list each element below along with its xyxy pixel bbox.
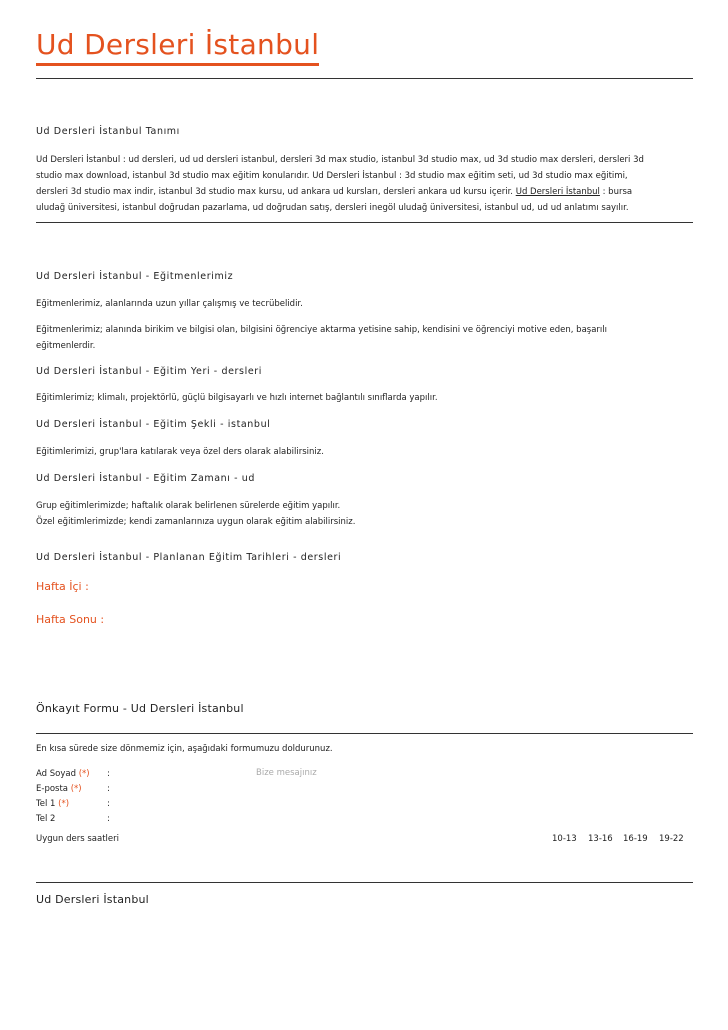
- format-text: Eğitimlerimizi, grup'lara katılarak veya özel ders olarak alabilirsiniz.: [36, 447, 324, 457]
- tel1-input[interactable]: [118, 799, 248, 811]
- message-textarea[interactable]: [256, 768, 686, 828]
- format-title: Ud Dersleri İstanbul - Eğitim Şekli - istanbul: [36, 419, 271, 430]
- tel1-label-text: Tel 1: [36, 799, 56, 809]
- header-divider: [36, 78, 693, 79]
- email-label: [36, 784, 82, 794]
- time-slot-4[interactable]: 19-22: [659, 834, 684, 844]
- trainers-p1: Eğitmenlerimiz, alanlarında uzun yıllar çalışmış ve tecrübelidir.: [36, 299, 303, 309]
- footer-title: Ud Dersleri İstanbul: [36, 893, 149, 906]
- definition-title: Ud Dersleri İstanbul Tanımı: [36, 126, 180, 137]
- weekend-label: Hafta Sonu :: [36, 613, 105, 626]
- trainers-p2: [36, 322, 696, 354]
- time-text: [36, 498, 696, 530]
- time-line-1: Grup eğitimlerimizde; haftalık olarak belirlenen sürelerde eğitim yapılır.: [36, 501, 341, 511]
- form-intro: En kısa sürede size dönmemiz için, aşağıdaki formumuzu doldurunuz.: [36, 744, 333, 754]
- time-slot-2[interactable]: 13-16: [588, 834, 613, 844]
- definition-link[interactable]: Ud Dersleri İstanbul: [515, 187, 600, 197]
- footer-divider: [36, 882, 693, 883]
- form-divider: [36, 733, 693, 734]
- definition-line-3-text: dersleri 3d studio max indir, istanbul 3d studio max kursu, ud ankara ud kursları, dersleri ankara ud kursu içerir.: [36, 187, 514, 197]
- name-label-text: Ad Soyad: [36, 769, 76, 779]
- place-text: Eğitimlerimiz; klimalı, projektörlü, güçlü bilgisayarlı ve hızlı internet bağlantılı sınıflarda yapılır.: [36, 393, 438, 403]
- definition-line-3: [36, 184, 696, 200]
- definition-text: [36, 152, 696, 216]
- trainers-p2-line-2: eğitmenlerdir.: [36, 341, 96, 351]
- name-label: [36, 769, 90, 779]
- required-mark: (*): [70, 784, 82, 794]
- required-mark: (*): [78, 769, 90, 779]
- tel2-colon: :: [107, 814, 110, 824]
- email-label-text: E-posta: [36, 784, 69, 794]
- tel1-label: [36, 799, 69, 809]
- schedule-title: Ud Dersleri İstanbul - Planlanan Eğitim Tarihleri - dersleri: [36, 552, 342, 563]
- definition-divider: [36, 222, 693, 223]
- definition-line-2: studio max download, istanbul 3d studio max eğitim konularıdır. Ud Dersleri İstanbul : 3d studio max eğitim seti, ud 3d studio max eğitimi,: [36, 171, 628, 181]
- tel1-colon: :: [107, 799, 110, 809]
- place-title: Ud Dersleri İstanbul - Eğitim Yeri - dersleri: [36, 366, 263, 377]
- definition-line-4: uludağ üniversitesi, istanbul doğrudan pazarlama, ud doğrudan satış, dersleri inegöl uludağ üniversitesi, istanbul ud, ud ud anlatımı sayılır.: [36, 203, 629, 213]
- email-input[interactable]: [118, 784, 248, 796]
- time-slot-3[interactable]: 16-19: [623, 834, 648, 844]
- form-title: Önkayıt Formu - Ud Dersleri İstanbul: [36, 702, 244, 715]
- trainers-title: Ud Dersleri İstanbul - Eğitmenlerimiz: [36, 271, 234, 282]
- time-line-2: Özel eğitimlerimizde; kendi zamanlarınıza uygun olarak eğitim alabilirsiniz.: [36, 517, 356, 527]
- hours-label: Uygun ders saatleri: [36, 834, 119, 844]
- required-mark: (*): [58, 799, 70, 809]
- weekday-label: Hafta İçi :: [36, 580, 89, 593]
- tel2-label: Tel 2: [36, 814, 56, 824]
- site-title: Ud Dersleri İstanbul: [36, 28, 319, 66]
- time-slot-1[interactable]: 10-13: [552, 834, 577, 844]
- definition-line-3-tail: : bursa: [599, 187, 633, 197]
- time-title: Ud Dersleri İstanbul - Eğitim Zamanı - ud: [36, 473, 256, 484]
- name-input[interactable]: [118, 769, 248, 781]
- definition-line-1: Ud Dersleri İstanbul : ud dersleri, ud ud dersleri istanbul, dersleri 3d max studio, istanbul 3d studio max, ud 3d studio max dersleri, dersleri 3d: [36, 155, 644, 165]
- email-colon: :: [107, 784, 110, 794]
- name-colon: :: [107, 769, 110, 779]
- trainers-p2-line-1: Eğitmenlerimiz; alanında birikim ve bilgisi olan, bilgisini öğrenciye aktarma yetisine sahip, kendisini ve öğrenciyi motive eden, başarılı: [36, 325, 608, 335]
- tel2-input[interactable]: [118, 814, 248, 826]
